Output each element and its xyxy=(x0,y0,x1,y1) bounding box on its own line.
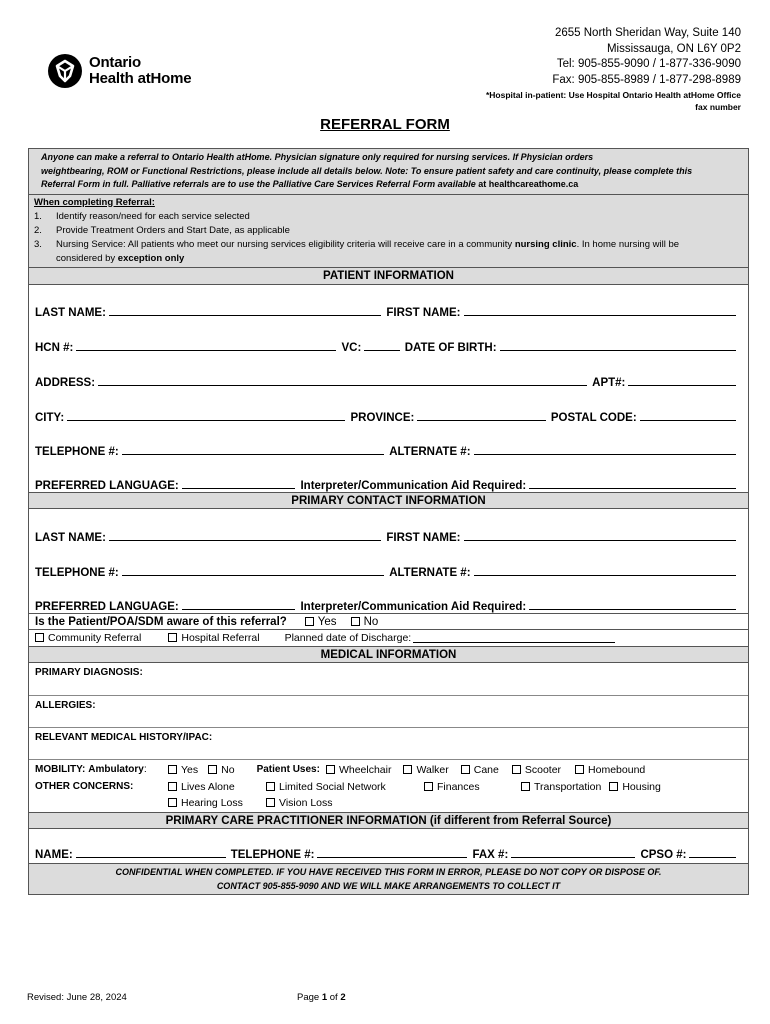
referral-type-row xyxy=(29,629,748,646)
pcp-telephone-label: TELEPHONE #: xyxy=(230,849,315,862)
address-line-1: 2655 North Sheridan Way, Suite 140 xyxy=(554,27,741,39)
aware-no-checkbox[interactable] xyxy=(351,617,360,626)
page-number: Page 1 of 2 xyxy=(297,992,346,1003)
primary-contact-header: PRIMARY CONTACT INFORMATION xyxy=(29,492,748,509)
fax-line: Fax: 905-855-8989 / 1-877-298-8989 xyxy=(552,73,741,86)
contact-telephone-row xyxy=(29,544,748,579)
ontario-health-logo xyxy=(48,54,191,88)
patient-information-header: PATIENT INFORMATION xyxy=(29,268,748,285)
patient-last-name-field[interactable] xyxy=(109,315,381,316)
aware-yes-option[interactable]: Yes xyxy=(305,614,337,630)
telephone-field[interactable] xyxy=(122,454,384,455)
contact-telephone-label: TELEPHONE #: xyxy=(35,567,119,580)
apt-label: APT#: xyxy=(592,376,626,389)
completion-instructions xyxy=(29,195,748,268)
contact-alternate-label: ALTERNATE #: xyxy=(389,567,471,580)
telephone-line: Tel: 905-855-9090 / 1-877-336-9090 xyxy=(556,58,741,70)
awareness-question: Is the Patient/POA/SDM aware of this referral? xyxy=(35,615,287,628)
walker-option[interactable]: Walker xyxy=(403,762,448,778)
aware-yes-checkbox[interactable] xyxy=(305,617,314,626)
scooter-option[interactable]: Scooter xyxy=(512,762,561,778)
logo-line-1: Ontario xyxy=(89,54,141,71)
hospital-note-2: fax number xyxy=(695,102,741,112)
community-referral-option[interactable]: Community Referral xyxy=(35,630,141,646)
pcp-fax-field[interactable] xyxy=(511,857,635,858)
vision-loss-option[interactable]: Vision Loss xyxy=(266,795,333,811)
instruction-item: 3. Nursing Service: All patients who meet our nursing services eligibility criteria will receive care in a community nursing clinic. In home nursing will be considered by exception only xyxy=(34,238,680,264)
aware-no-option[interactable]: No xyxy=(351,614,379,630)
contact-first-name-field[interactable] xyxy=(464,540,736,541)
mobility-section: MOBILITY: Ambulatory: Yes No Patient Uses: Wheelchair Walker Cane Scooter Homebound OTHER CONCERNS: Lives Alone Limited Social Network Finances Transportation Housing Hearing Loss Vision Loss xyxy=(35,763,661,810)
province-label: PROVINCE: xyxy=(350,411,415,424)
cane-option[interactable]: Cane xyxy=(461,762,499,778)
patient-first-name-label: FIRST NAME: xyxy=(386,307,461,320)
finances-checkbox[interactable] xyxy=(424,782,433,791)
awareness-row xyxy=(29,613,748,629)
lives-alone-option[interactable]: Lives Alone xyxy=(168,779,266,795)
wheelchair-option[interactable]: Wheelchair xyxy=(326,762,392,778)
ambulatory-yes-option[interactable]: Yes xyxy=(168,762,198,778)
lives-alone-checkbox[interactable] xyxy=(168,782,177,791)
contact-name-row xyxy=(29,509,748,544)
patient-telephone-row xyxy=(29,424,748,459)
pcp-header: PRIMARY CARE PRACTITIONER INFORMATION (if different from Referral Source) xyxy=(29,812,748,829)
contact-alternate-field[interactable] xyxy=(474,575,736,576)
transportation-checkbox[interactable] xyxy=(521,782,530,791)
homebound-checkbox[interactable] xyxy=(575,765,584,774)
patient-language-row xyxy=(29,458,748,492)
dob-label: DATE OF BIRTH: xyxy=(404,342,497,355)
discharge-date-label: Planned date of Discharge: xyxy=(284,632,412,645)
community-referral-checkbox[interactable] xyxy=(35,633,44,642)
address-label: ADDRESS: xyxy=(35,376,96,389)
city-field[interactable] xyxy=(67,420,345,421)
instructions-title: When completing Referral: xyxy=(34,196,155,208)
trillium-icon xyxy=(48,54,82,88)
address-field[interactable] xyxy=(98,385,587,386)
patient-last-name-label: LAST NAME: xyxy=(35,307,106,320)
intro-line-2: weightbearing, ROM or Functional Restrictions, please include all details below. Note: To ensure patient safety and care continuity, please complete this xyxy=(41,165,693,176)
confidential-line-1: CONFIDENTIAL WHEN COMPLETED. IF YOU HAVE RECEIVED THIS FORM IN ERROR, PLEASE DO NOT COPY OR DISPOSE OF. xyxy=(115,867,662,878)
medical-history-field[interactable] xyxy=(29,728,748,760)
pcp-row xyxy=(29,829,748,863)
revision-date: Revised: June 28, 2024 xyxy=(27,992,127,1003)
other-concerns-label: OTHER CONCERNS: xyxy=(35,781,134,793)
language-label: PREFERRED LANGUAGE: xyxy=(35,480,179,493)
apt-field[interactable] xyxy=(628,385,736,386)
city-label: CITY: xyxy=(35,411,65,424)
interpreter-field[interactable] xyxy=(529,488,736,489)
primary-diagnosis-label: PRIMARY DIAGNOSIS: xyxy=(35,667,143,679)
housing-checkbox[interactable] xyxy=(609,782,618,791)
ambulatory-label: Ambulatory xyxy=(88,764,144,776)
walker-checkbox[interactable] xyxy=(403,765,412,774)
interpreter-label: Interpreter/Communication Aid Required: xyxy=(300,480,527,493)
transportation-option[interactable]: Transportation xyxy=(521,779,601,795)
limited-social-option[interactable]: Limited Social Network xyxy=(266,779,424,795)
postal-code-field[interactable] xyxy=(640,420,736,421)
contact-telephone-field[interactable] xyxy=(122,575,384,576)
form-title: REFERRAL FORM xyxy=(320,116,450,133)
homebound-option[interactable]: Homebound xyxy=(575,762,645,778)
confidentiality-notice xyxy=(29,863,748,894)
intro-website: at healthcareathome.ca xyxy=(475,179,579,189)
pcp-fax-label: FAX #: xyxy=(472,849,509,862)
vc-field[interactable] xyxy=(364,350,399,351)
allergies-label: ALLERGIES: xyxy=(35,700,96,712)
cane-checkbox[interactable] xyxy=(461,765,470,774)
primary-diagnosis-field[interactable] xyxy=(29,663,748,696)
ambulatory-yes-checkbox[interactable] xyxy=(168,765,177,774)
hospital-note-1: *Hospital in-patient: Use Hospital Ontario Health atHome Office xyxy=(485,90,741,100)
postal-code-label: POSTAL CODE: xyxy=(550,411,637,424)
pcp-cpso-field[interactable] xyxy=(689,857,736,858)
mobility-label: MOBILITY: xyxy=(35,764,86,776)
alternate-label: ALTERNATE #: xyxy=(389,446,471,459)
telephone-label: TELEPHONE #: xyxy=(35,446,119,459)
language-field[interactable] xyxy=(182,488,296,489)
intro-note xyxy=(29,149,748,195)
patient-city-row xyxy=(29,389,748,424)
wheelchair-checkbox[interactable] xyxy=(326,765,335,774)
patient-uses-label: Patient Uses: xyxy=(256,763,320,775)
office-address xyxy=(486,26,741,113)
hcn-field[interactable] xyxy=(76,350,336,351)
patient-hcn-row xyxy=(29,319,748,354)
medical-information-header: MEDICAL INFORMATION xyxy=(29,646,748,663)
contact-language-label: PREFERRED LANGUAGE: xyxy=(35,601,179,614)
intro-line-1: Anyone can make a referral to Ontario Health atHome. Physician signature only required for nursing services. If Physician orders xyxy=(41,152,594,162)
ambulatory-no-checkbox[interactable] xyxy=(208,765,217,774)
limited-social-checkbox[interactable] xyxy=(266,782,275,791)
ambulatory-no-option[interactable]: No xyxy=(208,762,234,778)
pcp-name-field[interactable] xyxy=(76,857,226,858)
contact-interpreter-field[interactable] xyxy=(529,609,736,610)
dob-field[interactable] xyxy=(500,350,736,351)
hcn-label: HCN #: xyxy=(35,342,74,355)
address-line-2: Mississauga, ON L6Y 0P2 xyxy=(606,42,741,55)
pcp-name-label: NAME: xyxy=(35,849,73,862)
vc-label: VC: xyxy=(341,342,362,355)
contact-last-name-field[interactable] xyxy=(109,540,381,541)
intro-line-3: Referral Form in full. Palliative referrals are to use the Palliative Care Services Referral Form available xyxy=(41,179,476,189)
scooter-checkbox[interactable] xyxy=(512,765,521,774)
referral-form xyxy=(28,148,749,895)
alternate-field[interactable] xyxy=(474,454,736,455)
vision-loss-checkbox[interactable] xyxy=(266,798,275,807)
finances-option[interactable]: Finances xyxy=(424,779,521,795)
contact-language-row xyxy=(29,579,748,613)
hearing-loss-checkbox[interactable] xyxy=(168,798,177,807)
housing-option[interactable]: Housing xyxy=(609,779,661,795)
instruction-item: 1. Identify reason/need for each service selected xyxy=(34,210,250,222)
confidential-line-2: CONTACT 905-855-9090 AND WE WILL MAKE ARRANGEMENTS TO COLLECT IT xyxy=(216,881,561,892)
contact-language-field[interactable] xyxy=(182,609,296,610)
instruction-item: 2. Provide Treatment Orders and Start Date, as applicable xyxy=(34,224,290,236)
patient-address-row xyxy=(29,354,748,389)
pcp-cpso-label: CPSO #: xyxy=(640,849,687,862)
discharge-date-field[interactable] xyxy=(413,642,615,643)
patient-name-row xyxy=(29,285,748,320)
hearing-loss-option[interactable]: Hearing Loss xyxy=(168,795,266,811)
province-field[interactable] xyxy=(417,420,545,421)
hospital-referral-option[interactable]: Hospital Referral xyxy=(168,630,259,646)
pcp-telephone-field[interactable] xyxy=(317,857,467,858)
patient-first-name-field[interactable] xyxy=(464,315,736,316)
contact-last-name-label: LAST NAME: xyxy=(35,532,106,545)
logo-line-2: Health atHome xyxy=(89,70,192,87)
allergies-field[interactable] xyxy=(29,696,748,728)
hospital-referral-checkbox[interactable] xyxy=(168,633,177,642)
contact-first-name-label: FIRST NAME: xyxy=(386,532,461,545)
medical-history-label: RELEVANT MEDICAL HISTORY/IPAC: xyxy=(35,732,213,744)
contact-interpreter-label: Interpreter/Communication Aid Required: xyxy=(300,601,527,614)
